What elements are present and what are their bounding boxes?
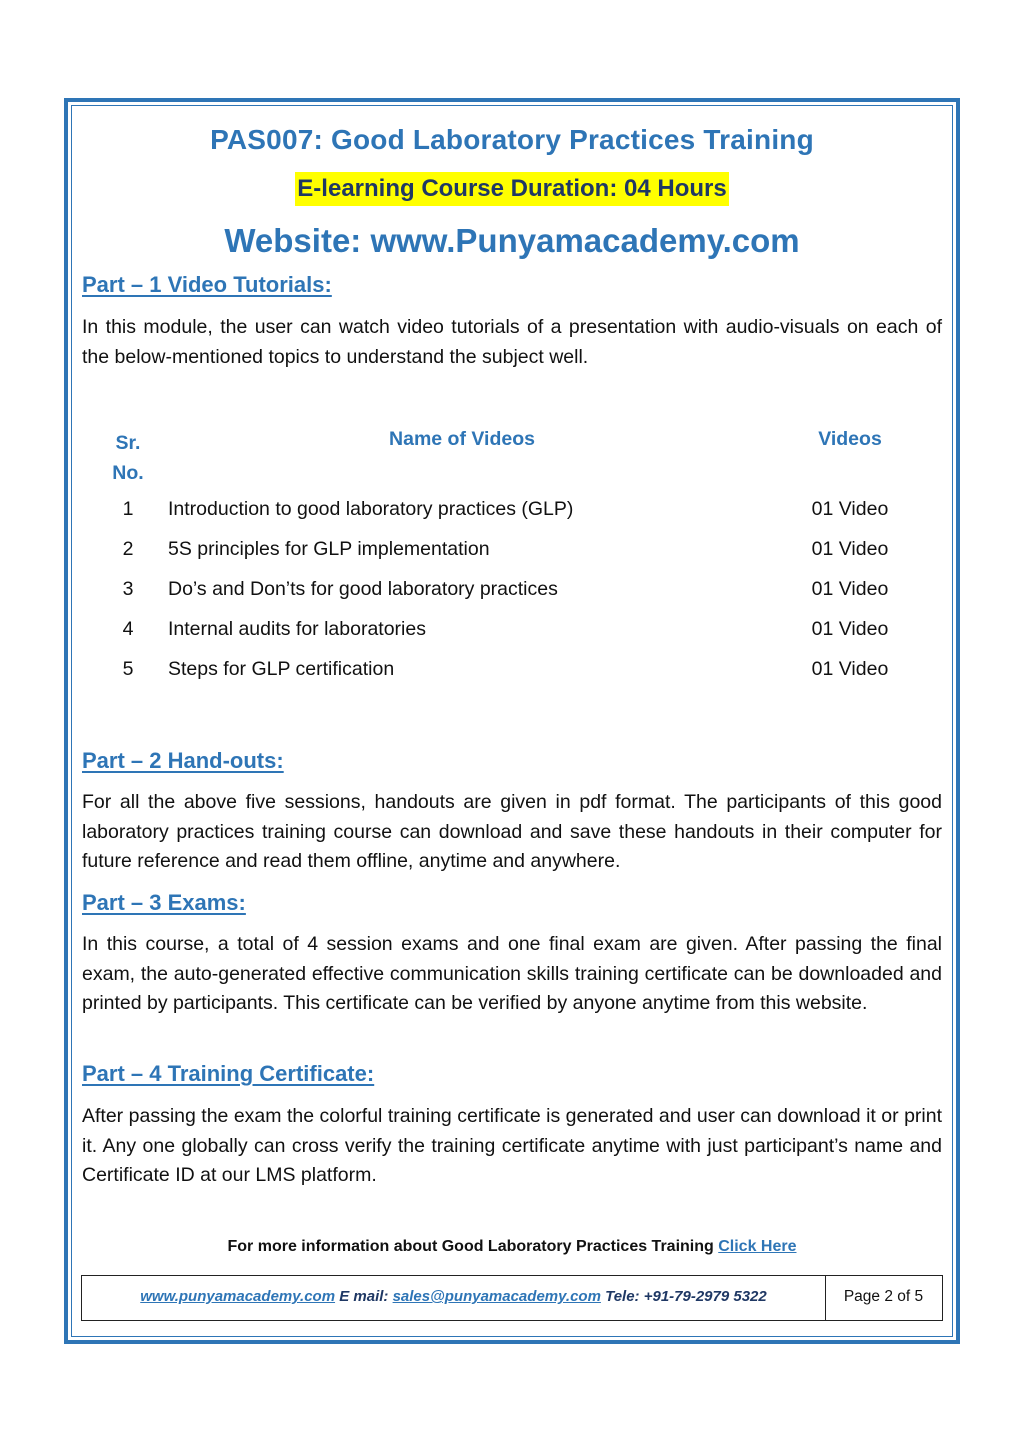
page-footer (81, 1275, 943, 1321)
part1-heading: Part – 1 Video Tutorials: (82, 272, 332, 297)
footer-website-link[interactable]: www.punyamacademy.com (140, 1288, 336, 1305)
click-here-link[interactable]: Click Here (718, 1238, 797, 1255)
sr-no-header: Sr. No. (112, 432, 144, 484)
course-title: PAS007: Good Laboratory Practices Training (210, 124, 814, 155)
part2-heading: Part – 2 Hand-outs: (82, 748, 284, 773)
footer-telephone: Tele: +91-79-2979 5322 (605, 1288, 767, 1305)
table-row: 3 Do’s and Don’ts for good laboratory practices 01 Video (122, 578, 889, 600)
footer-email-label: E mail: (339, 1288, 389, 1305)
course-duration: E-learning Course Duration: 04 Hours (295, 172, 728, 206)
more-info-line: For more information about Good Laboratory Practices Training Click Here (227, 1238, 797, 1255)
duration-banner (82, 172, 942, 206)
part3-text: In this course, a total of 4 session exams and one final exam are given. After passing the final exam, the auto-generated effective communication skills training certificate can be downloaded and printed by participants. This certificate can be verified by anyone anytime from this website. (82, 933, 942, 1014)
name-of-videos-header: Name of Videos (389, 428, 535, 450)
table-row: 1 Introduction to good laboratory practices (GLP) 01 Video (122, 498, 889, 520)
table-row: 4 Internal audits for laboratories 01 Video (122, 618, 889, 640)
part4-heading: Part – 4 Training Certificate: (82, 1061, 375, 1086)
website-heading: Website: www.Punyamacademy.com (224, 222, 800, 259)
table-row: 2 5S principles for GLP implementation 01 Video (122, 538, 889, 560)
footer-contact (82, 1288, 825, 1305)
part2-text: For all the above five sessions, handouts are given in pdf format. The participants of this good laboratory practices training course can download and save these handouts in their computer for future reference and read them offline, anytime and anywhere. (82, 791, 942, 872)
page-number: Page 2 of 5 (843, 1288, 924, 1305)
table-row: 5 Steps for GLP certification 01 Video (122, 658, 889, 680)
part4-text: After passing the exam the colorful training certificate is generated and user can download it or print it. Any one globally can cross verify the training certificate anytime with just participant’s name and Certificate ID at our LMS platform. (82, 1105, 942, 1186)
footer-email-link[interactable]: sales@punyamacademy.com (392, 1288, 601, 1305)
part3-heading: Part – 3 Exams: (82, 890, 246, 915)
videos-header: Videos (818, 428, 882, 450)
part1-text: In this module, the user can watch video tutorials of a presentation with audio-visuals on each of the below-mentioned topics to understand the subject well. (82, 316, 942, 368)
